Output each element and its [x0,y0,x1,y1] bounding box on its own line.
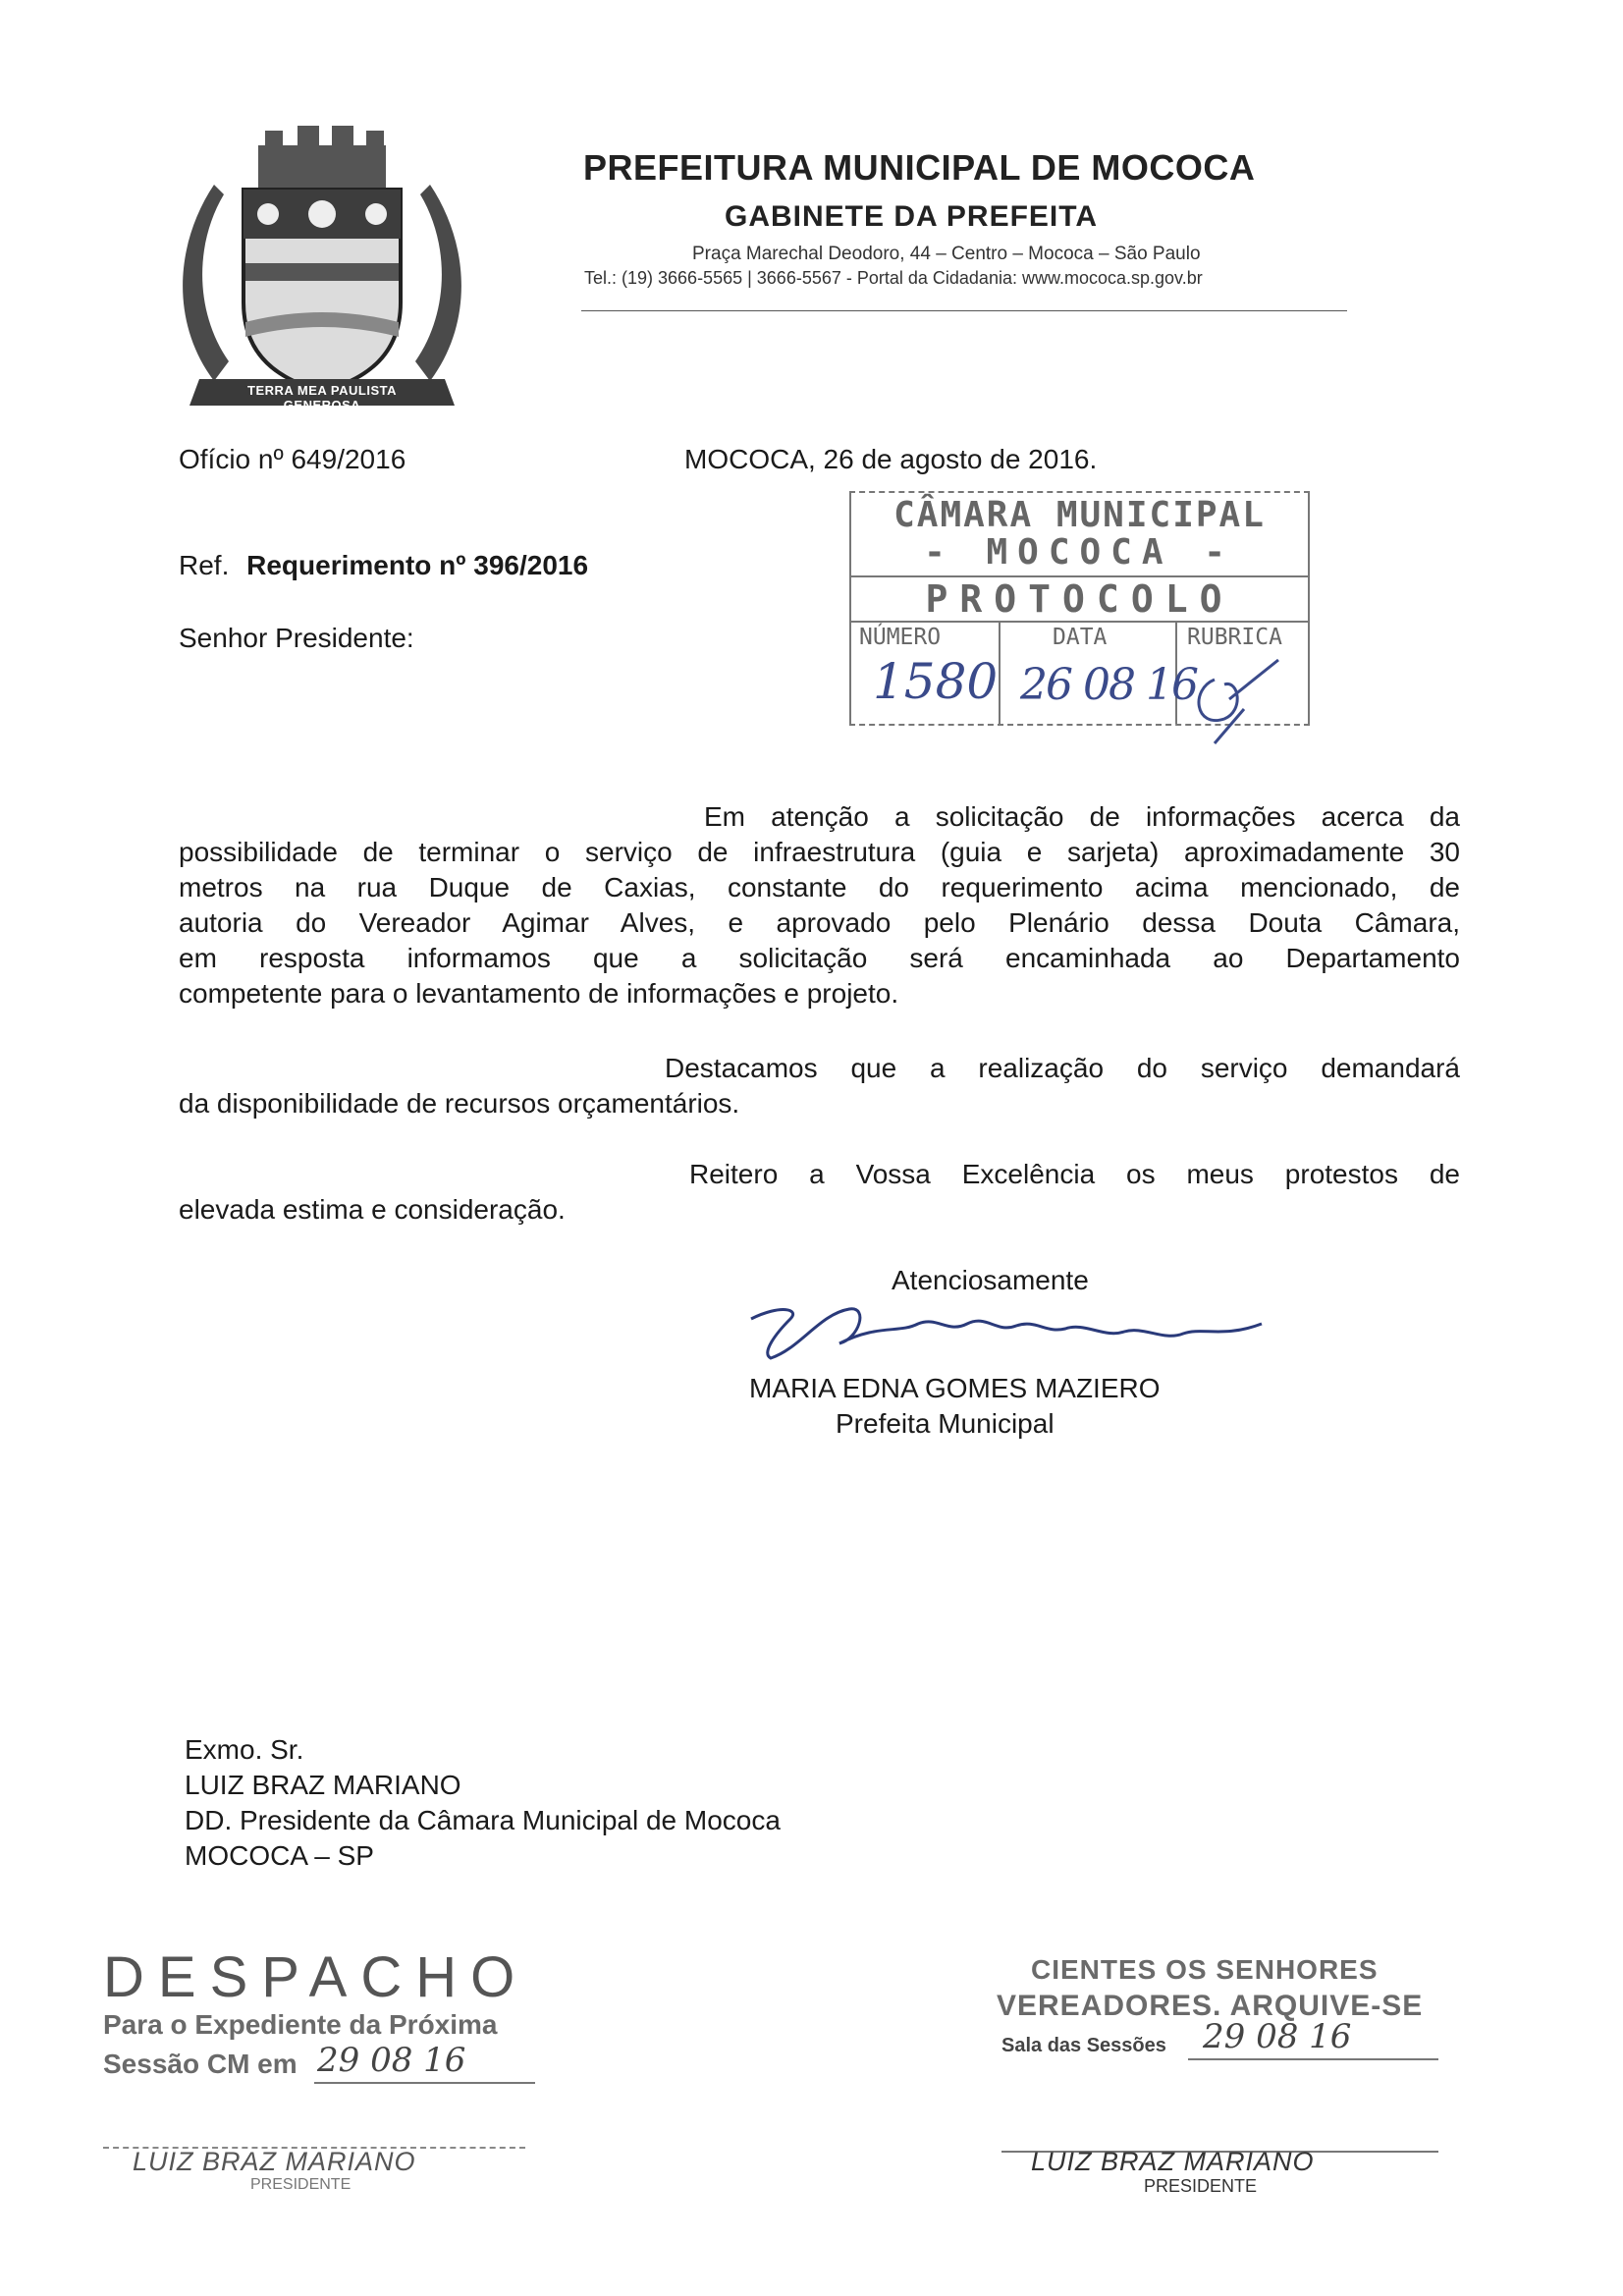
ciente-date: 29 08 16 [1203,2017,1352,2056]
protocol-stamp-line3: PROTOCOLO [925,577,1234,621]
header-title: PREFEITURA MUNICIPAL DE MOCOCA [583,147,1256,188]
protocol-data-value: 26 08 16 [1020,660,1197,710]
protocol-col-rubrica: RUBRICA [1187,625,1282,650]
paragraph-1-line: possibilidade de terminar o serviço de infraestrutura (guia e sarjeta) aproximadamente 30 [179,837,1460,867]
reference-label: Ref. [179,550,230,580]
mayor-signature [741,1294,1271,1373]
despacho-stamp [103,1944,555,2200]
header-rule [581,310,1347,311]
paragraph-3 [179,1157,1460,1228]
protocol-stamp [849,491,1310,726]
addressee-line: Exmo. Sr. [185,1734,304,1765]
municipal-crest [175,126,469,425]
header-address: Praça Marechal Deodoro, 44 – Centro – Mococa – São Paulo [692,244,1201,264]
paragraph-2 [179,1051,1460,1121]
rubrica-signature [1185,640,1303,748]
oficio-number: Ofício nº 649/2016 [179,444,406,474]
despacho-title: DESPACHO [103,1945,529,2009]
ciente-line2: VEREADORES. ARQUIVE-SE [997,1990,1424,2022]
despacho-signer-role: PRESIDENTE [250,2176,352,2193]
closing: Atenciosamente [892,1265,1089,1295]
crest-motto: TERRA MEA PAULISTA GENEROSA [247,383,397,412]
despacho-date: 29 08 16 [317,2041,466,2080]
header-contact: Tel.: (19) 3666-5565 | 3666-5567 - Portal da Cidadania: www.mococa.sp.gov.br [584,268,1203,288]
reference-value: Requerimento nº 396/2016 [246,550,589,580]
ciente-signer-role: PRESIDENTE [1144,2176,1258,2196]
paragraph-1 [179,799,1460,1011]
paragraph-2-line: Destacamos que a realização do serviço demandará [665,1053,1460,1083]
addressee-block [185,1732,781,1874]
despacho-signer: LUIZ BRAZ MARIANO [133,2147,416,2176]
ciente-line1: CIENTES OS SENHORES [1031,1954,1379,1985]
paragraph-1-line: Em atenção a solicitação de informações acerca da [704,801,1460,832]
ciente-stamp [997,1954,1468,2200]
ciente-line3-prefix: Sala das Sessões [1001,2035,1166,2056]
despacho-line2-prefix: Sessão CM em [103,2049,298,2079]
protocol-col-numero: NÚMERO [859,625,942,650]
reference [179,548,588,583]
signer-name: MARIA EDNA GOMES MAZIERO [749,1373,1161,1403]
addressee-line: MOCOCA – SP [185,1840,374,1871]
paragraph-1-line: autoria do Vereador Agimar Alves, e aprovado pelo Plenário dessa Douta Câmara, [179,907,1460,938]
place-date: MOCOCA, 26 de agosto de 2016. [684,444,1098,474]
protocol-stamp-line2: - MOCOCA - [924,532,1235,573]
paragraph-3-line: elevada estima e consideração. [179,1194,566,1225]
salutation: Senhor Presidente: [179,623,414,653]
despacho-line2 [103,2049,298,2080]
despacho-line1: Para o Expediente da Próxima [103,2009,498,2040]
protocol-col-data: DATA [1053,625,1108,650]
addressee-line: LUIZ BRAZ MARIANO [185,1770,461,1800]
signer-title: Prefeita Municipal [836,1408,1055,1439]
paragraph-1-line: competente para o levantamento de informações e projeto. [179,978,899,1009]
paragraph-3-line: Reitero a Vossa Excelência os meus protestos de [689,1159,1460,1189]
header-subtitle: GABINETE DA PREFEITA [725,200,1099,233]
protocol-numero-value: 1580 [873,653,999,710]
addressee-line: DD. Presidente da Câmara Municipal de Mococa [185,1805,781,1835]
ciente-signer: LUIZ BRAZ MARIANO [1031,2147,1315,2176]
paragraph-1-line: em resposta informamos que a solicitação será encaminhada ao Departamento [179,943,1460,973]
paragraph-2-line: da disponibilidade de recursos orçamentários. [179,1088,740,1119]
paragraph-1-line: metros na rua Duque de Caxias, constante do requerimento acima mencionado, de [179,872,1460,902]
protocol-stamp-line1: CÂMARA MUNICIPAL [893,495,1266,535]
